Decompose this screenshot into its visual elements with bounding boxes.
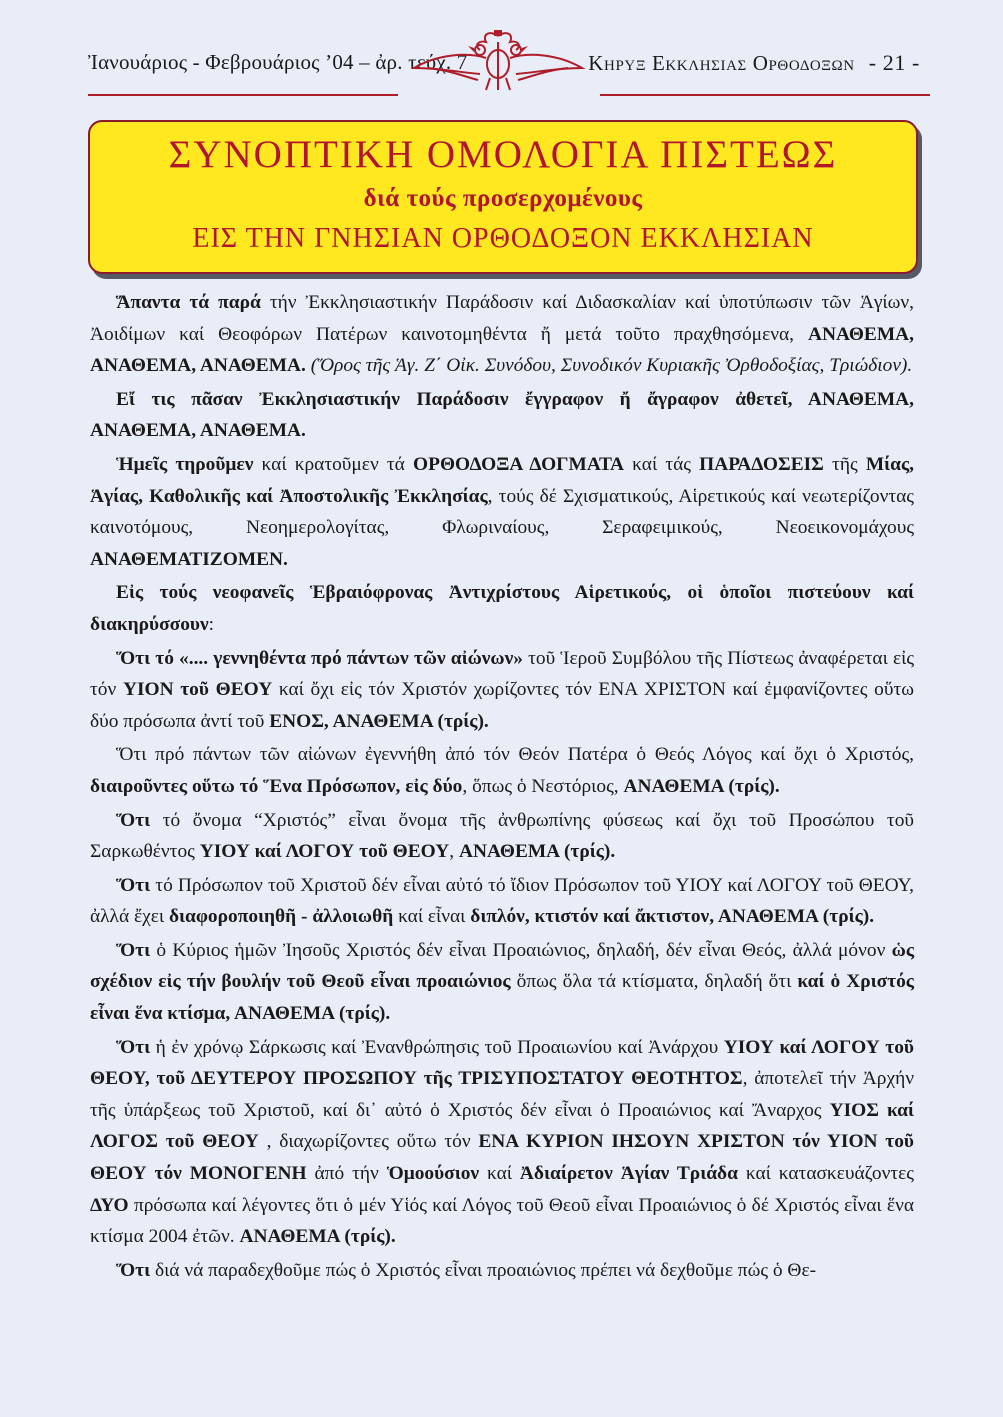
main-title: ΣΥΝΟΠΤΙΚΗ ΟΜΟΛΟΓΙΑ ΠΙΣΤΕΩΣ xyxy=(168,133,838,176)
text-run: Ὁμοούσιον xyxy=(386,1163,480,1185)
title-line-3: ΕΙΣ ΤΗΝ ΓΝΗΣΙΑΝ ΟΡΘΟΔΟΞΟΝ ΕΚΚΛΗΣΙΑΝ xyxy=(192,223,814,254)
text-run: διαφοροποιηθῆ - ἀλλοιωθῆ xyxy=(168,906,394,928)
text-run: καί κρατοῦμεν τά xyxy=(253,453,414,475)
paragraph xyxy=(90,739,914,802)
text-run: ΑΝΑΘΕΜΑ, ΑΝΑΘΕΜΑ, ΑΝΑΘΕΜΑ. xyxy=(90,323,914,377)
paragraph xyxy=(90,577,914,640)
text-run: Ὅτι xyxy=(116,874,151,896)
text-run: ΠΑΡΑΔΟΣΕΙΣ xyxy=(699,453,824,475)
text-run: διαιροῦντες οὕτω τό Ἕνα Πρόσωπον, εἰς δύο xyxy=(90,775,463,797)
text-run: καί ὄχι εἰς τόν Χριστόν χωρίζοντες τόν ΕΝΑ ΧΡΙΣΤΟΝ καί ἐμφανίζοντες οὕτω δύο πρόσωπα ἀντί τοῦ xyxy=(90,679,914,732)
text-run: , ἀποτελεῖ τήν Ἀρχήν τῆς ὑπάρξεως τοῦ Χριστοῦ, καί δι᾽ αὐτό ὁ Χριστός δέν εἶναι ὁ Προαιώνιος καί Ἄναρχος xyxy=(90,1068,914,1121)
text-run: τοῦ Ἱεροῦ Συμβόλου τῆς Πίστεως ἀναφέρεται εἰς τόν xyxy=(90,647,914,701)
text-run: ὁ Κύριος ἡμῶν Ἰησοῦς Χριστός δέν εἶναι Προαιώνιος, δηλαδή, δέν εἶναι Θεός, ἀλλά μόνον xyxy=(150,939,892,961)
text-run: τῆς xyxy=(823,453,866,475)
text-run: καί εἶναι xyxy=(393,906,471,928)
double-headed-eagle-icon xyxy=(408,28,588,92)
text-run: πρόσωπα καί λέγοντες ὅτι ὁ μέν Υἱός καί Λόγος τοῦ Θεοῦ εἶναι Προαιώνιος ὁ δέ Χριστός εἶναι ἕνα κτίσμα 2004 ἐτῶν. xyxy=(90,1194,914,1248)
text-run: ΟΡΘΟΔΟΞΑ ΔΟΓΜΑΤΑ xyxy=(413,453,624,475)
text-run: ΕΝΑ ΚΥΡΙΟΝ ΙΗΣΟΥΝ ΧΡΙΣΤΟΝ τόν ΥΙΟΝ τοῦ ΘΕΟΥ τόν ΜΟΝΟΓΕΝΗ xyxy=(90,1131,914,1185)
text-run: Ὅτι τό «.... γεννηθέντα πρό πάντων τῶν αἰώνων» xyxy=(116,647,523,669)
text-run: ΑΝΑΘΕΜΑΤΙΖΟΜΕΝ. xyxy=(90,548,288,570)
text-run: Ἀδιαίρετον Ἁγίαν Τριάδα xyxy=(519,1163,738,1185)
header-rule-left xyxy=(88,94,398,96)
title-box xyxy=(88,120,918,274)
text-run: ἀπό τήν xyxy=(306,1163,387,1185)
text-run: Ὅτι πρό πάντων τῶν αἰώνων ἐγεννήθη ἀπό τόν Θεόν Πατέρα ὁ Θεός Λόγος καί ὄχι ὁ Χριστός, xyxy=(116,744,914,766)
text-run: καί κατασκευάζοντες xyxy=(737,1163,914,1185)
text-run: Ἅπαντα τά παρά xyxy=(116,292,261,313)
paragraph xyxy=(90,1032,914,1253)
text-run: , διαχωρίζοντες οὕτω τόν xyxy=(258,1131,479,1153)
paragraph xyxy=(90,870,914,933)
text-run: ΑΝΑΘΕΜΑ (τρίς). xyxy=(239,1226,396,1248)
text-run: Ὅτι xyxy=(116,809,151,831)
paragraph xyxy=(90,384,914,447)
issue-info: Ἰανουάριος - Φεβρουάριος ’04 – ἀρ. τεύχ. 7 xyxy=(88,50,468,74)
text-run: Ὅτι xyxy=(116,1036,151,1058)
text-run: ΥΙΟΝ τοῦ ΘΕΟΥ xyxy=(122,679,273,701)
text-run: Ὅτι xyxy=(116,1259,151,1281)
text-run: διά νά παραδεχθοῦμε πώς ὁ Χριστός εἶναι προαιώνιος πρέπει νά δεχθοῦμε πώς ὁ Θε- xyxy=(150,1259,817,1281)
text-run: ΥΙΟΣ καί ΛΟΓΟΣ τοῦ ΘΕΟΥ xyxy=(90,1099,914,1153)
journal-title xyxy=(588,50,920,76)
paragraph xyxy=(90,287,914,382)
text-run: Μίας, Ἁγίας, Καθολικῆς καί Ἀποστολικῆς Ἐκκλησίας xyxy=(90,453,915,507)
text-run: ΑΝΑΘΕΜΑ (τρίς). xyxy=(623,775,780,797)
text-run: καί xyxy=(479,1163,520,1185)
text-run: διπλόν, κτιστόν καί ἄκτιστον, ΑΝΑΘΕΜΑ (τρίς). xyxy=(470,906,875,928)
paragraph xyxy=(90,805,914,868)
article-body xyxy=(90,287,914,1288)
page-number: - 21 - xyxy=(868,50,920,75)
journal-name: Κηρυξ Εκκλησιας Ορθοδοξων xyxy=(588,51,855,75)
text-run: (Ὅρος τῆς Ἁγ. Ζ΄ Οἰκ. Συνόδου, Συνοδικόν Κυριακῆς Ὀρθοδοξίας, Τριώδιον). xyxy=(305,355,913,377)
text-run: ἡ ἐν χρόνῳ Σάρκωσις καί Ἐνανθρώπησις τοῦ Προαιωνίου καί Ἀνάρχου xyxy=(150,1036,724,1058)
text-run: ΥΙΟΥ καί ΛΟΓΟΥ τοῦ ΘΕΟΥ, τοῦ ΔΕΥΤΕΡΟΥ ΠΡΟΣΩΠΟΥ τῆς ΤΡΙΣΥΠΟΣΤΑΤΟΥ ΘΕΟΤΗΤΟΣ xyxy=(90,1036,914,1090)
text-run: ΕΝΟΣ, ΑΝΑΘΕΜΑ (τρίς). xyxy=(269,710,489,732)
paragraph xyxy=(90,935,914,1030)
text-run: Εἰς τούς νεοφανεῖς Ἑβραιόφρονας Ἀντιχρίστους Αἱρετικούς, οἱ ὁποῖοι πιστεύουν καί διακηρύσσουν xyxy=(90,582,914,635)
text-run: ὅπως ὅλα τά κτίσματα, δηλαδή ὅτι xyxy=(510,971,798,993)
text-run: τήν Ἐκκλησιαστικήν Παράδοσιν καί Διδασκαλίαν καί ὑποτύπωσιν τῶν Ἁγίων, Ἀοιδίμων καί Θεοφόρων Πατέρων καινοτομηθέντα ἤ μετά τοῦτο πραχθησόμενα, xyxy=(90,292,914,345)
text-run: , ὅπως ὁ Νεστόριος, xyxy=(462,775,624,797)
text-run: ΑΝΑΘΕΜΑ (τρίς). xyxy=(458,841,616,863)
paragraph xyxy=(90,643,914,738)
text-run: καί ὁ Χριστός εἶναι ἕνα κτίσμα, ΑΝΑΘΕΜΑ (τρίς). xyxy=(90,971,914,1025)
text-run: Εἴ τις πᾶσαν Ἐκκλησιαστικήν Παράδοσιν ἔγγραφον ἤ ἄγραφον ἀθετεῖ, ΑΝΑΘΕΜΑ, ΑΝΑΘΕΜΑ, ΑΝΑΘΕΜΑ. xyxy=(90,388,914,442)
header-rule-right xyxy=(600,94,930,96)
text-run: ΥΙΟΥ καί ΛΟΓΟΥ τοῦ ΘΕΟΥ xyxy=(199,841,450,863)
text-run: ΔΥΟ xyxy=(90,1194,129,1216)
page-header xyxy=(88,28,930,98)
text-run: : xyxy=(208,613,215,635)
text-run: Ἡμεῖς τηροῦμεν xyxy=(116,453,254,475)
paragraph xyxy=(90,449,914,575)
text-run: ὡς σχέδιον εἰς τήν βουλήν τοῦ Θεοῦ εἶναι προαιώνιος xyxy=(90,939,914,993)
text-run: τό ὄνομα “Χριστός” εἶναι ὄνομα τῆς ἀνθρωπίνης φύσεως καί ὄχι τοῦ Προσώπου τοῦ Σαρκωθέντος xyxy=(90,809,914,863)
text-run: , xyxy=(449,841,459,863)
text-run: καί τάς xyxy=(624,453,700,475)
text-run: Ὅτι xyxy=(116,939,151,961)
text-run: τό Πρόσωπον τοῦ Χριστοῦ δέν εἶναι αὐτό τό ἴδιον Πρόσωπον τοῦ ΥΙΟΥ καί ΛΟΓΟΥ τοῦ ΘΕΟΥ, ἀλλά ἔχει xyxy=(90,874,914,928)
text-run: , τούς δέ Σχισματικούς, Αἱρετικούς καί νεωτερίζοντας καινοτόμους, Νεοημερολογίτας, Φλωριναίους, Σεραφειμικούς, Νεοεικονομάχους xyxy=(90,485,914,539)
subtitle: διά τούς προσερχομένους xyxy=(363,185,643,212)
paragraph xyxy=(90,1255,914,1287)
